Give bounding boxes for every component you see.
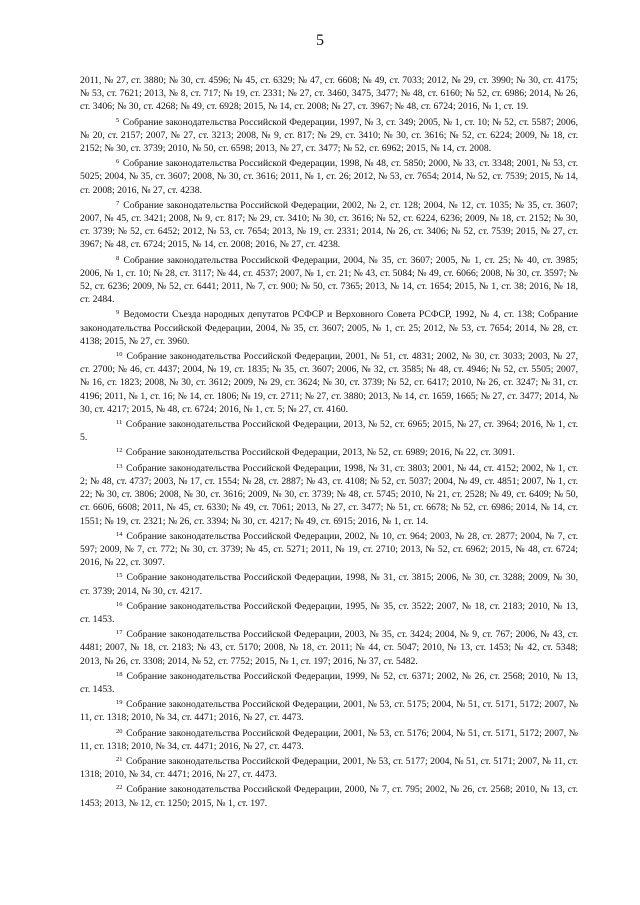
footnote-number: 11 [116, 419, 123, 427]
footnote-text: Собрание законодательства Российской Федерации, 1999, № 52, ст. 6371; 2002, № 26, ст. 2568; 2010, № 13, ст. 1453. [80, 670, 579, 695]
footnote-number: 18 [116, 670, 123, 678]
footnote-text: Собрание законодательства Российской Федерации, 2001, № 51, ст. 4831; 2002, № 30, ст. 3033; 2003, № 27, ст. 2700; № 46, ст. 4437; 2004, № 19, ст. 1835; № 35, ст. 3607; 2006, № 32, ст. 3585; № 48, ст. 4946; № 52, ст. 5505; 2007, № 16, ст. 1823; 2008, № 30, ст. 3612; 2009, № 29, ст. 3624; № 30, ст. 3739; № 52, ст. 6417; 2010, № 26, ст. 3247; № 31, ст. 4196; 2011, № 1, ст. 16; № 14, ст. 1806; № 19, ст. 2711; № 27, ст. 3880; 2013, № 14, ст. 1659, 1665; № 27, ст. 3477; 2014, № 30, ст. 4217; 2015, № 48, ст. 6724; 2016, № 1, ст. 5; № 27, ст. 4160. [80, 351, 579, 415]
footnote-text: Собрание законодательства Российской Федерации, 2001, № 53, ст. 5176; 2004, № 51, ст. 5171, 5172; 2007, № 11, ст. 1318; 2010, № 34, ст. 4471; 2016, № 27, ст. 4473. [80, 727, 578, 752]
footnote-number: 8 [116, 254, 120, 262]
footnote-12 [80, 444, 578, 459]
footnote-15 [80, 569, 578, 597]
footnote-20 [80, 725, 578, 753]
footnote-number: 21 [116, 755, 123, 763]
footnote-number: 17 [116, 629, 123, 637]
footnote-list [80, 114, 578, 810]
footnotes-block [80, 74, 578, 810]
footnote-number: 7 [116, 199, 120, 207]
footnote-13 [80, 460, 578, 528]
footnote-text: Собрание законодательства Российской Федерации, 1998, № 31, ст. 3803; 2001, № 44, ст. 4152; 2002, № 1, ст. 2; № 48, ст. 4737; 2003, № 17, ст. 1554; № 28, ст. 2887; № 43, ст. 4108; № 52, ст. 5037; 2004, № 49, ст. 4851; 2007, № 1, ст. 22; № 30, ст. 3806; 2008, № 30, ст. 3616; 2009, № 30, ст. 3739; № 48, ст. 5745; 2010, № 21, ст. 2528; № 49, ст. 6409; № 50, ст. 6606, 6608; 2011, № 45, ст. 6330; № 49, ст. 7061; 2013, № 27, ст. 3477; № 51, ст. 6678; № 52, ст. 6986; 2014, № 14, ст. 1551; № 19, ст. 2321; № 26, ст. 3394; № 30, ст. 4217; № 49, ст. 6915; 2016, № 1, ст. 14. [80, 462, 578, 527]
footnote-22 [80, 781, 578, 809]
footnote-17 [80, 626, 578, 668]
footnote-number: 5 [116, 116, 120, 124]
footnote-number: 15 [116, 572, 123, 580]
footnote-text: Собрание законодательства Российской Федерации, 1995, № 35, ст. 3522; 2007, № 18, ст. 2183; 2010, № 13, ст. 1453. [80, 600, 579, 625]
footnote-5 [80, 114, 578, 156]
footnote-text: Собрание законодательства Российской Федерации, 2013, № 52, ст. 6965; 2015, № 27, ст. 3964; 2016, № 1, ст. 5. [80, 419, 578, 444]
footnote-text: Собрание законодательства Российской Федерации, 2001, № 53, ст. 5175; 2004, № 51, ст. 5171, 5172; 2007, № 11, ст. 1318; 2010, № 34, ст. 4471; 2016, № 27, ст. 4473. [80, 699, 578, 724]
footnote-text: Собрание законодательства Российской Федерации, 1998, № 31, ст. 3815; 2006, № 30, ст. 3288; 2009, № 30, ст. 3739; 2014, № 30, ст. 4217. [80, 572, 579, 597]
footnote-text: Собрание законодательства Российской Федерации, 1997, № 3, ст. 349; 2005, № 1, ст. 10; № 52, ст. 5587; 2006, № 20, ст. 2157; 2007, № 27, ст. 3213; 2008, № 9, ст. 817; № 29, ст. 3410; № 30, ст. 3616; № 52, ст. 6224; 2009, № 18, ст. 2152; № 30, ст. 3739; 2010, № 50, ст. 6598; 2013, № 27, ст. 3477; № 52, ст. 6962; 2015, № 14, ст. 2008. [80, 116, 578, 155]
footnote-9 [80, 306, 578, 348]
footnote-number: 6 [116, 158, 120, 166]
page-number: 5 [316, 32, 324, 49]
footnote-number: 20 [116, 727, 123, 735]
footnote-number: 13 [116, 462, 123, 470]
footnote-number: 10 [116, 351, 123, 359]
footnote-10 [80, 348, 578, 416]
footnote-14 [80, 528, 578, 570]
footnote-text: Собрание законодательства Российской Федерации, 2003, № 35, ст. 3424; 2004, № 9, ст. 767; 2006, № 43, ст. 4481; 2007, № 18, ст. 2183; № 43, ст. 5170; 2008, № 18, ст. 2011; № 44, ст. 5047; 2010, № 13, ст. 1453; № 42, ст. 5348; 2013, № 26, ст. 3308; 2014, № 52, ст. 7752; 2015, № 1, ст. 197; 2016, № 37, ст. 5482. [80, 629, 578, 667]
footnote-text: Собрание законодательства Российской Федерации, 2013, № 52, ст. 6989; 2016, № 22, ст. 3091. [125, 447, 515, 459]
footnote-19 [80, 696, 578, 724]
footnote-text: Собрание законодательства Российской Федерации, 2002, № 2, ст. 128; 2004, № 12, ст. 1035; № 35, ст. 3607; 2007, № 45, ст. 3421; 2008, № 9, ст. 817; № 29, ст. 3410; № 30, ст. 3616; № 52, ст. 6224, 6236; 2009, № 18, ст. 2152; № 30, ст. 3739; № 52, ст. 6452; 2012, № 53, ст. 7654; 2013, № 19, ст. 2331; 2014, № 26, ст. 3406; № 52, ст. 7539; 2015, № 27, ст. 3967; № 48, ст. 6724; 2015, № 14, ст. 2008; 2016, № 27, ст. 4238. [80, 199, 578, 251]
footnote-number: 9 [116, 309, 120, 317]
footnote-21 [80, 753, 578, 781]
footnote-number: 12 [116, 447, 123, 455]
footnote-text: Собрание законодательства Российской Федерации, 2000, № 7, ст. 795; 2002, № 26, ст. 2568; 2010, № 13, ст. 1453; 2013, № 12, ст. 1250; 2015, № 1, ст. 197. [80, 784, 578, 809]
footnote-text: Собрание законодательства Российской Федерации, 2004, № 35, ст. 3607; 2005, № 1, ст. 25; № 40, ст. 3985; 2006, № 1, ст. 10; № 28, ст. 3117; № 44, ст. 4537; 2007, № 1, ст. 21; № 43, ст. 5084; № 49, ст. 6066; 2008, № 30, ст. 3597; № 52, ст. 6236; 2009, № 52, ст. 6441; 2011, № 7, ст. 900; № 50, ст. 7365; 2013, № 14, ст. 1654; 2015, № 1, ст. 38; 2016, № 18, ст. 2484. [80, 254, 579, 306]
footnote-18 [80, 668, 578, 696]
footnote-number: 22 [116, 784, 123, 792]
footnote-number: 14 [116, 530, 123, 538]
footnote-text: Собрание законодательства Российской Федерации, 2001, № 53, ст. 5177; 2004, № 51, ст. 5171; 2007, № 11, ст. 1318; 2010, № 34, ст. 4471; 2016, № 27, ст. 4473. [80, 755, 579, 781]
continuation-paragraph: 2011, № 27, ст. 3880; № 30, ст. 4596; № 45, ст. 6329; № 47, ст. 6608; № 49, ст. 7033; 2012, № 29, ст. 3990; № 30, ст. 4175; № 53, ст. 7621; 2013, № 8, ст. 717; № 19, ст. 2331; № 27, ст. 3460, 3475, 3477; № 48, ст. 6160; № 52, ст. 6986; 2014, № 26, ст. 3406; № 30, ст. 4268; № 49, ст. 6928; 2015, № 14, ст. 2008; № 27, ст. 3967; № 48, ст. 6724; 2016, № 1, ст. 19. [80, 75, 578, 113]
footnote-8 [80, 252, 578, 307]
footnote-11 [80, 416, 578, 444]
footnote-16 [80, 598, 578, 626]
footnote-text: Ведомости Съезда народных депутатов РСФСР и Верховного Совета РСФСР, 1992, № 4, ст. 138; Собрание законодательства Российской Федерации, 2004, № 35, ст. 3607; 2005, № 1, ст. 25; 2012, № 53, ст. 7654; 2014, № 28, ст. 4138; 2015, № 27, ст. 3960. [80, 309, 578, 347]
footnote-7 [80, 197, 578, 252]
footnote-text: Собрание законодательства Российской Федерации, 2002, № 10, ст. 964; 2003, № 28, ст. 2877; 2004, № 7, ст. 597; 2009, № 7, ст. 772; № 30, ст. 3739; № 45, ст. 5271; 2011, № 19, ст. 2710; 2013, № 52, ст. 6962; 2015, № 48, ст. 6724; 2016, № 22, ст. 3097. [80, 530, 578, 569]
footnote-number: 16 [116, 600, 123, 608]
footnote-number: 19 [116, 699, 123, 707]
footnote-text: Собрание законодательства Российской Федерации, 1998, № 48, ст. 5850; 2000, № 33, ст. 3348; 2001, № 53, ст. 5025; 2004, № 35, ст. 3607; 2008, № 30, ст. 3616; 2011, № 1, ст. 26; 2012, № 53, ст. 7654; 2014, № 52, ст. 7539; 2015, № 14, ст. 2008; 2016, № 27, ст. 4238. [80, 158, 578, 196]
footnote-6 [80, 155, 578, 197]
